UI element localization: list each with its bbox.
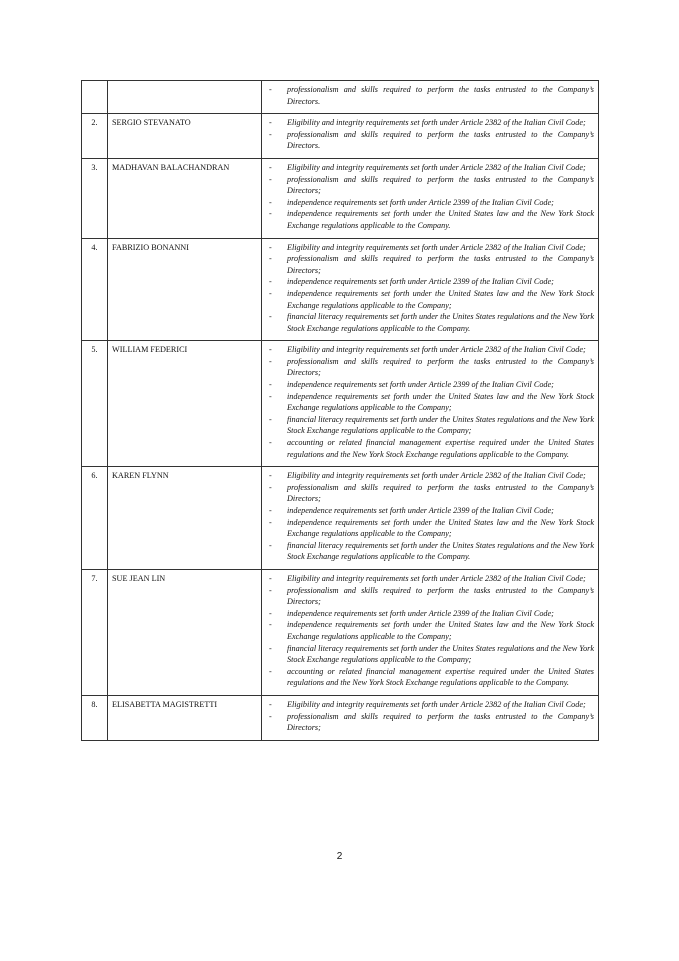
director-name: SERGIO STEVANATO	[108, 114, 262, 159]
requirements-list	[266, 699, 594, 734]
row-number: 8.	[82, 695, 108, 740]
requirements-list	[266, 242, 594, 335]
director-name: KAREN FLYNN	[108, 467, 262, 570]
requirement-item: - Eligibility and integrity requirements set forth under Article 2382 of the Italian Civil Code;	[266, 470, 594, 482]
row-number: 2.	[82, 114, 108, 159]
director-name: FABRIZIO BONANNI	[108, 238, 262, 341]
requirement-item: - independence requirements set forth under the United States law and the New York Stock Exchange regulations applicable to the Company;	[266, 517, 594, 540]
table-row	[82, 341, 599, 467]
requirements-list	[266, 117, 594, 152]
table-row	[82, 238, 599, 341]
requirement-item: - Eligibility and integrity requirements set forth under Article 2382 of the Italian Civil Code;	[266, 573, 594, 585]
table-body	[82, 81, 599, 741]
director-requirements-table	[81, 80, 599, 741]
requirement-item: - Eligibility and integrity requirements set forth under Article 2382 of the Italian Civil Code;	[266, 117, 594, 129]
table-row	[82, 695, 599, 740]
requirement-item: - professionalism and skills required to perform the tasks entrusted to the Company’s Directors;	[266, 174, 594, 197]
requirements-list	[266, 573, 594, 689]
requirements-cell	[262, 341, 599, 467]
row-number: 6.	[82, 467, 108, 570]
director-name: SUE JEAN LIN	[108, 569, 262, 695]
table-row	[82, 114, 599, 159]
table-row	[82, 467, 599, 570]
row-number: 3.	[82, 158, 108, 238]
requirement-item: - professionalism and skills required to perform the tasks entrusted to the Company’s Directors;	[266, 711, 594, 734]
requirement-item: - independence requirements set forth under the United States law and the New York Stock Exchange regulations applicable to the Company;	[266, 288, 594, 311]
requirement-item: - independence requirements set forth under Article 2399 of the Italian Civil Code;	[266, 608, 594, 620]
requirement-item: - Eligibility and integrity requirements set forth under Article 2382 of the Italian Civil Code;	[266, 699, 594, 711]
row-number	[82, 81, 108, 114]
requirement-item: - financial literacy requirements set forth under the Unites States regulations and the New York Stock Exchange regulations applicable to the Company.	[266, 311, 594, 334]
requirements-cell	[262, 158, 599, 238]
table-row	[82, 569, 599, 695]
requirement-item: - financial literacy requirements set forth under the Unites States regulations and the New York Stock Exchange regulations applicable to the Company;	[266, 414, 594, 437]
requirement-item: - Eligibility and integrity requirements set forth under Article 2382 of the Italian Civil Code;	[266, 344, 594, 356]
requirements-list	[266, 84, 594, 107]
requirement-item: - accounting or related financial management expertise required under the United States regulations and the New York Stock Exchange regulations applicable to the Company.	[266, 437, 594, 460]
requirements-cell	[262, 114, 599, 159]
requirement-item: - independence requirements set forth under the United States law and the New York Stock Exchange regulations applicable to the Company.	[266, 208, 594, 231]
requirements-cell	[262, 467, 599, 570]
row-number: 7.	[82, 569, 108, 695]
requirements-list	[266, 162, 594, 232]
requirements-cell	[262, 238, 599, 341]
requirements-list	[266, 470, 594, 563]
row-number: 4.	[82, 238, 108, 341]
requirement-item: - independence requirements set forth under Article 2399 of the Italian Civil Code;	[266, 505, 594, 517]
requirement-item: - financial literacy requirements set forth under the Unites States regulations and the New York Stock Exchange regulations applicable to the Company;	[266, 643, 594, 666]
requirements-list	[266, 344, 594, 460]
requirement-item: - independence requirements set forth under Article 2399 of the Italian Civil Code;	[266, 197, 594, 209]
table-row	[82, 81, 599, 114]
requirement-item: - accounting or related financial management expertise required under the United States regulations and the New York Stock Exchange regulations applicable to the Company.	[266, 666, 594, 689]
requirement-item: - professionalism and skills required to perform the tasks entrusted to the Company’s Directors;	[266, 585, 594, 608]
requirement-item: - independence requirements set forth under Article 2399 of the Italian Civil Code;	[266, 379, 594, 391]
requirement-item: - independence requirements set forth under the United States law and the New York Stock Exchange regulations applicable to the Company;	[266, 391, 594, 414]
requirement-item: - financial literacy requirements set forth under the Unites States regulations and the New York Stock Exchange regulations applicable to the Company.	[266, 540, 594, 563]
page-number: 2	[336, 851, 343, 862]
row-number: 5.	[82, 341, 108, 467]
director-name: WILLIAM FEDERICI	[108, 341, 262, 467]
requirement-item: - Eligibility and integrity requirements set forth under Article 2382 of the Italian Civil Code;	[266, 242, 594, 254]
requirements-cell	[262, 695, 599, 740]
requirement-item: - professionalism and skills required to perform the tasks entrusted to the Company’s Directors;	[266, 253, 594, 276]
director-name	[108, 81, 262, 114]
director-name: ELISABETTA MAGISTRETTI	[108, 695, 262, 740]
director-name: MADHAVAN BALACHANDRAN	[108, 158, 262, 238]
requirements-cell	[262, 81, 599, 114]
table-row	[82, 158, 599, 238]
requirements-cell	[262, 569, 599, 695]
requirement-item: - professionalism and skills required to perform the tasks entrusted to the Company’s Directors.	[266, 84, 594, 107]
requirement-item: - independence requirements set forth under the United States law and the New York Stock Exchange regulations applicable to the Company;	[266, 619, 594, 642]
requirement-item: - professionalism and skills required to perform the tasks entrusted to the Company’s Directors;	[266, 356, 594, 379]
requirement-item: - professionalism and skills required to perform the tasks entrusted to the Company’s Directors;	[266, 482, 594, 505]
requirement-item: - professionalism and skills required to perform the tasks entrusted to the Company’s Directors.	[266, 129, 594, 152]
requirement-item: - independence requirements set forth under Article 2399 of the Italian Civil Code;	[266, 276, 594, 288]
requirement-item: - Eligibility and integrity requirements set forth under Article 2382 of the Italian Civil Code;	[266, 162, 594, 174]
